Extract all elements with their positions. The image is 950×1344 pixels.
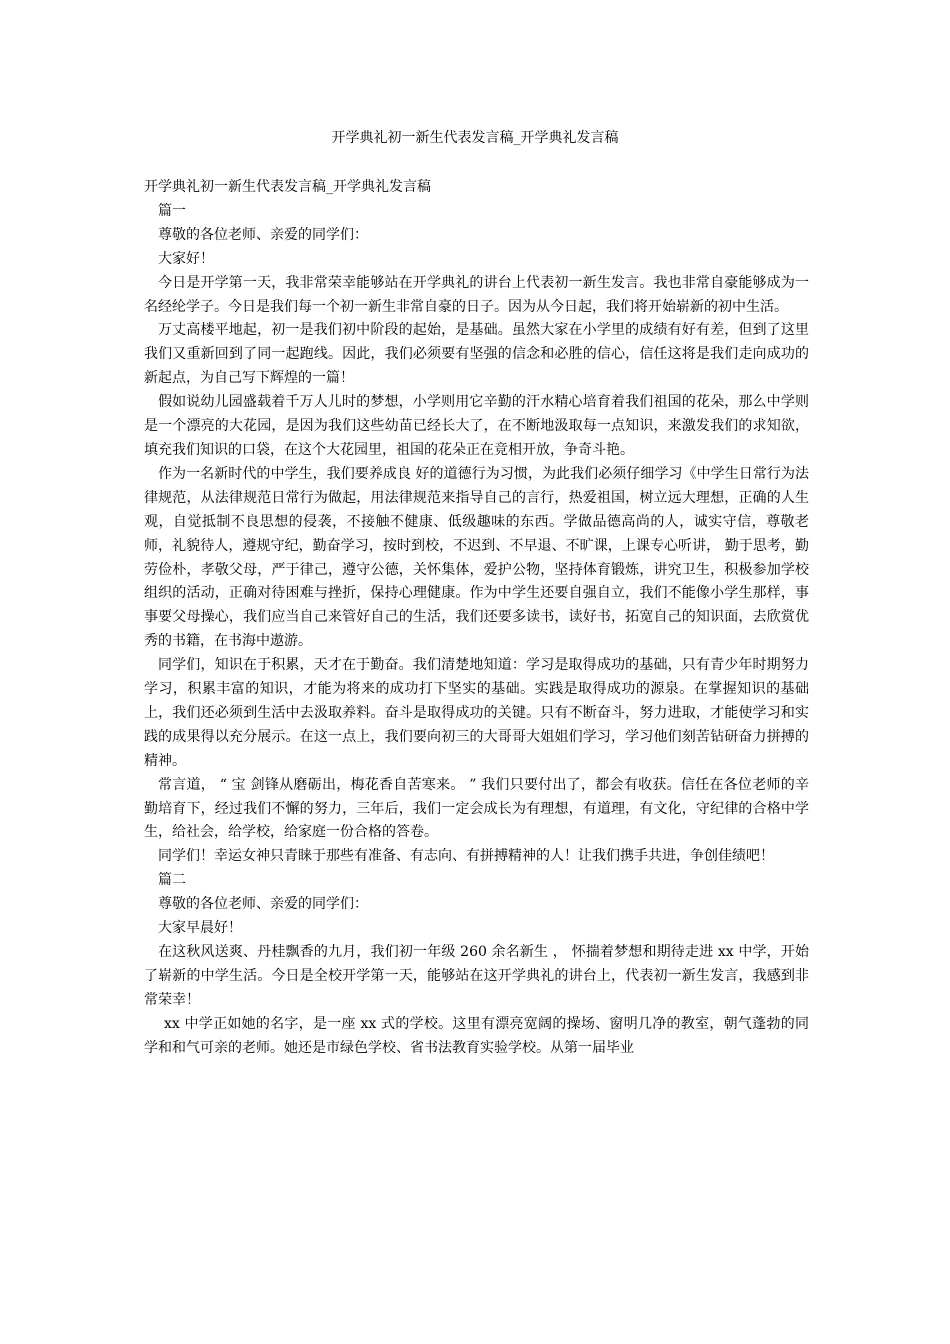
paragraph: 同学们！幸运女神只青睐于那些有准备、有志向、有拼搏精神的人！让我们携手共进，争创佳绩吧！ xyxy=(158,848,774,865)
paragraph: 假如说幼儿园盛载着千万人儿时的梦想，小学则用它辛勤的汗水精心培育着我们祖国的花朵，那么中学则是一个漂亮的大花园，是因为我们这些幼苗已经长大了，在不断地汲取每一点知识，来激发我们的求知欲，填充我们知识的口袋，在这个大花园里，祖国的花朵正在竞相开放，争奇斗艳。 xyxy=(144,394,809,458)
document-body xyxy=(144,176,809,1061)
document-title: 开学典礼初一新生代表发言稿_开学典礼发言稿 xyxy=(331,130,619,146)
section-label-2: 篇二 xyxy=(158,872,186,889)
paragraph: 作为一名新时代的中学生，我们要养成良 好的道德行为习惯，为此我们必须仔细学习《中学生日常行为法律规范，从法律规范日常行为做起，用法律规范来指导自己的言行，热爱祖国，树立远大理想，正确的人生观，自觉抵制不良思想的侵袭，不接触不健康、低级趣味的东西。学做品德高尚的人，诚实守信，尊敬老师，礼貌待人，遵规守纪，勤奋学习，按时到校，不迟到、不早退、不旷课，上课专心听讲， 勤于思考，勤劳俭朴，孝敬父母，严于律己，遵守公德，关怀集体，爱护公物，坚持体育锻炼，讲究卫生，积极参加学校组织的活动，正确对待困难与挫折，保持心理健康。作为中学生还要自强自立，我们不能像小学生那样，事 事要父母操心，我们应当自己来管好自己的生活，我们还要多读书，读好书，拓宽自己的知识面，去欣赏优秀的书籍，在书海中遨游。 xyxy=(144,465,809,650)
paragraph: 在这秋风送爽、丹桂飘香的九月，我们初一年级 260 余名新生 ， 怀揣着梦想和期待走进 xx 中学，开始了崭新的中学生活。今日是全校开学第一天，能够站在这开学典礼的讲台上，代表初一新生发言，我感到非常荣幸！ xyxy=(144,944,809,1008)
paragraph: 同学们，知识在于积累，天才在于勤奋。我们清楚地知道：学习是取得成功的基础，只有青少年时期努力学习，积累丰富的知识，才能为将来的成功打下坚实的基础。实践是取得成功的源泉。在掌握知识的基础上，我们还必须到生活中去汲取养料。奋斗是取得成功的关键。只有不断奋斗，努力进取，才能使学习和实践的成果得以充分展示。在这一点上，我们要向初三的大哥哥大姐姐们学习，学习他们刻苦钻研奋力拼搏的精神。 xyxy=(144,657,809,769)
salutation: 尊敬的各位老师、亲爱的同学们： xyxy=(158,226,368,243)
section-label-1: 篇一 xyxy=(158,202,186,219)
greeting: 大家好！ xyxy=(158,250,214,267)
paragraph: xx 中学正如她的名字，是一座 xx 式的学校。这里有漂亮宽阔的操场、窗明几净的教室，朝气蓬勃的同学和和气可亲的老师。她还是市绿色学校、省书法教育实验学校。从第一届毕业 xyxy=(144,1015,809,1056)
paragraph: 今日是开学第一天，我非常荣幸能够站在开学典礼的讲台上代表初一新生发言。我也非常自豪能够成为一名经纶学子。今日是我们每一个初一新生非常自豪的日子。因为从今日起，我们将开始崭新的初中生活。 xyxy=(144,274,809,315)
paragraph: 万丈高楼平地起，初一是我们初中阶段的起始，是基础。虽然大家在小学里的成绩有好有差，但到了这里我们又重新回到了同一起跑线。因此，我们必须要有坚强的信念和必胜的信心，信任这将是我们走向成功的新起点，为自己写下辉煌的一篇！ xyxy=(144,322,809,387)
salutation: 尊敬的各位老师、亲爱的同学们： xyxy=(158,896,368,913)
paragraph: 常言道， “ 宝 剑锋从磨砺出，梅花香自苦寒来。 ” 我们只要付出了，都会有收获。信任在各位老师的辛勤培育下，经过我们不懈的努力，三年后，我们一定会成长为有理想，有道理，有文化，守纪律的合格中学生，给社会，给学校，给家庭一份合格的答卷。 xyxy=(144,776,809,841)
greeting: 大家早晨好！ xyxy=(158,920,242,937)
heading-repeat: 开学典礼初一新生代表发言稿_开学典礼发言稿 xyxy=(144,179,431,195)
